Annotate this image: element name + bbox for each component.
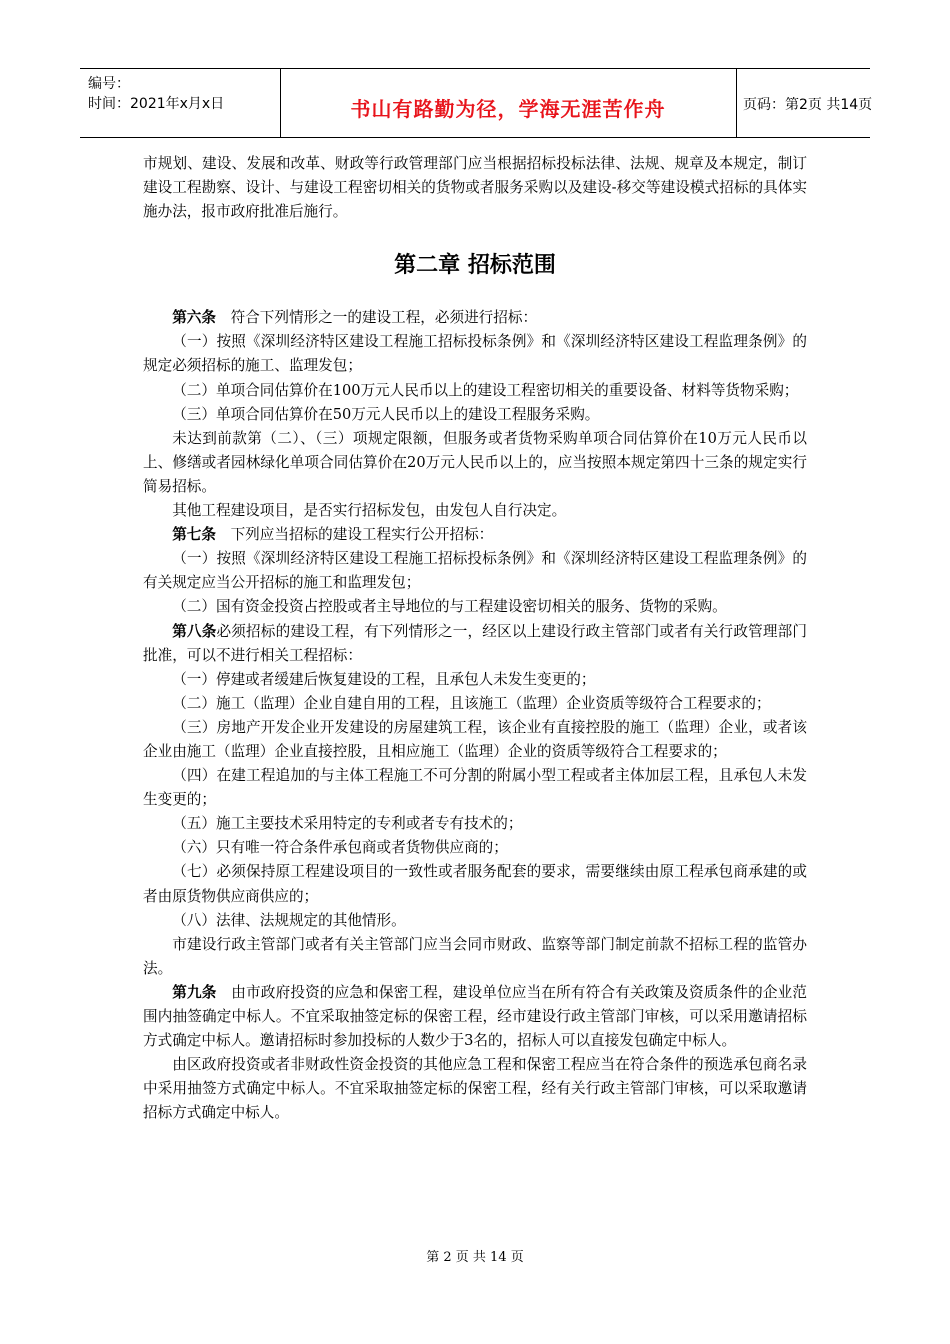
chapter-title: 第二章 招标范围: [394, 253, 556, 279]
article-7-item: （二）国有资金投资占控股或者主导地位的与工程建设密切相关的服务、货物的采购。: [172, 598, 727, 616]
article-8: [143, 620, 807, 668]
article-6-item: （一）按照《深圳经济特区建设工程施工招标投标条例》和《深圳经济特区建设工程监理条例》的规定必须招标的施工、监理发包；: [143, 333, 807, 375]
article-8-item: （八）法律、法规规定的其他情形。: [172, 911, 406, 929]
article-6-item: 其他工程建设项目，是否实行招标发包，由发包人自行决定。: [172, 502, 567, 520]
article-8-item: （六）只有唯一符合条件承包商或者货物供应商的；: [172, 839, 508, 857]
document-body: [143, 152, 807, 1125]
header-page-number: 页码：第2页 共14页: [743, 97, 873, 113]
article-8-item: （四）在建工程追加的与主体工程施工不可分割的附属小型工程或者主体加层工程，且承包人未发生变更的；: [143, 767, 807, 809]
header-page-cell: [737, 69, 873, 137]
article-8-item: （二）施工（监理）企业自建自用的工程，且该施工（监理）企业资质等级符合工程要求的；: [172, 694, 771, 712]
article-9-item: 由区政府投资或者非财政性资金投资的其他应急工程和保密工程应当在符合条件的预选承包商名录中采用抽签方式确定中标人。不宜采取抽签定标的保密工程，经有关行政主管部门审核，可以采取邀请招标方式确定中标人。: [143, 1056, 807, 1122]
document-time-label: 时间：2021年x月x日: [88, 96, 225, 112]
article-7-item: （一）按照《深圳经济特区建设工程施工招标投标条例》和《深圳经济特区建设工程监理条例》的有关规定应当公开招标的施工和监理发包；: [143, 550, 807, 592]
intro-paragraph: 市规划、建设、发展和改革、财政等行政管理部门应当根据招标投标法律、法规、规章及本规定，制订建设工程勘察、设计、与建设工程密切相关的货物或者服务采购以及建设-移交等建设模式招标的具体实施办法，报市政府批准后施行。: [143, 155, 807, 221]
article-7-text: 下列应当招标的建设工程实行公开招标：: [215, 526, 494, 544]
article-6-item: 未达到前款第（二）、（三）项规定限额，但服务或者货物采购单项合同估算价在10万元人民币以上、修缮或者园林绿化单项合同估算价在20万元人民币以上的，应当按照本规定第四十三条的规定实行简易招标。: [143, 429, 807, 495]
article-8-item: （一）停建或者缓建后恢复建设的工程，且承包人未发生变更的；: [172, 670, 596, 688]
article-6-item: （三）单项合同估算价在50万元人民币以上的建设工程服务采购。: [172, 405, 600, 423]
article-6: [143, 306, 807, 330]
article-6-text: 符合下列情形之一的建设工程，必须进行招标：: [215, 309, 538, 327]
article-7: [143, 523, 807, 547]
article-7-label: 第七条: [172, 526, 216, 544]
article-8-item: （三）房地产开发企业开发建设的房屋建筑工程，该企业有直接控股的施工（监理）企业，或者该企业由施工（监理）企业直接控股，且相应施工（监理）企业的资质等级符合工程要求的；: [143, 718, 807, 760]
header-motto: 书山有路勤为径，学海无涯苦作舟: [350, 97, 666, 121]
page-header: [80, 68, 873, 138]
article-8-item: （七）必须保持原工程建设项目的一致性或者服务配套的要求，需要继续由原工程承包商承建的或者由原货物供应商供应的；: [143, 863, 807, 905]
article-9-text: 由市政府投资的应急和保密工程，建设单位应当在所有符合有关政策及资质条件的企业范围内抽签确定中标人。不宜采取抽签定标的保密工程，经市建设行政主管部门审核，可以采用邀请招标方式确定中标人。邀请招标时参加投标的人数少于3名的，招标人可以直接发包确定中标人。: [143, 983, 807, 1050]
header-motto-cell: [280, 69, 737, 137]
article-6-label: 第六条: [172, 309, 216, 327]
article-6-item: （二）单项合同估算价在100万元人民币以上的建设工程密切相关的重要设备、材料等货物采购；: [172, 381, 799, 399]
article-9-label: 第九条: [172, 983, 217, 1001]
article-8-item: （五）施工主要技术采用特定的专利或者专有技术的；: [172, 815, 523, 833]
article-9: [143, 981, 807, 1053]
document-number-label: 编号：: [88, 76, 130, 92]
article-8-text: 必须招标的建设工程，有下列情形之一，经区以上建设行政主管部门或者有关行政管理部门批准，可以不进行相关工程招标：: [143, 622, 807, 664]
page-footer: 第 2 页 共 14 页: [426, 1250, 524, 1265]
article-8-item: 市建设行政主管部门或者有关主管部门应当会同市财政、监察等部门制定前款不招标工程的监管办法。: [143, 935, 807, 977]
article-8-label: 第八条: [172, 622, 217, 640]
header-meta: [80, 69, 281, 137]
